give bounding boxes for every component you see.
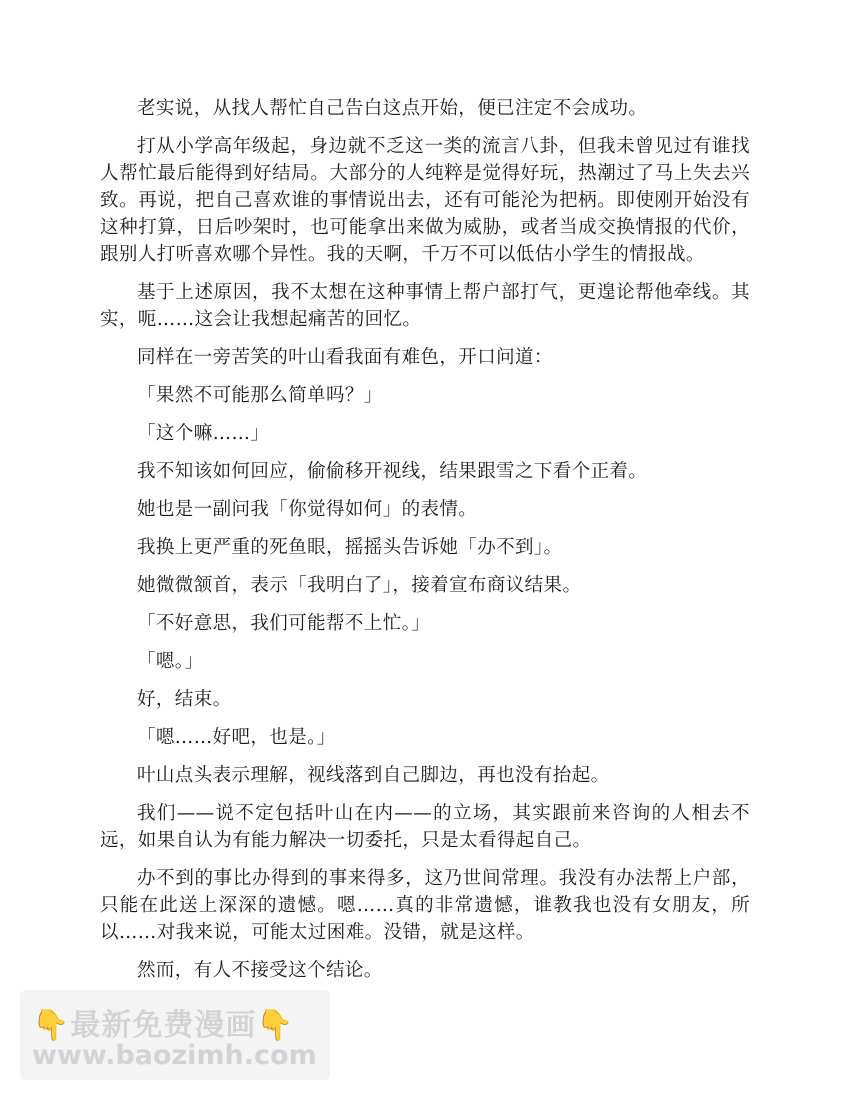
paragraph-15: 叶山点头表示理解，视线落到自己脚边，再也没有抬起。 (137, 765, 610, 786)
paragraph-12: 「嗯。」 (137, 651, 204, 672)
paragraph-9: 我换上更严重的死鱼眼，摇摇头告诉她「办不到」。 (137, 537, 563, 558)
paragraph-3: 基于上述原因，我不太想在这种事情上帮户部打气，更遑论帮他牵线。其实，呃……这会让我想起痛苦的回忆。 (100, 282, 750, 330)
pointing-down-icon: 👇 (256, 1008, 295, 1043)
pointing-down-icon: 👇 (32, 1008, 71, 1043)
paragraph-18: 然而，有人不接受这个结论。 (137, 960, 383, 981)
watermark-title (32, 1000, 295, 1044)
paragraph-8: 她也是一副问我「你觉得如何」的表情。 (137, 499, 478, 520)
paragraph-5: 「果然不可能那么简单吗？」 (137, 385, 383, 406)
paragraph-6: 「这个嘛……」 (137, 423, 270, 444)
text-page (100, 95, 750, 995)
paragraph-10: 她微微颔首，表示「我明白了」，接着宣布商议结果。 (137, 575, 582, 596)
watermark-url: www.baozimh.com (32, 1040, 317, 1071)
paragraph-2: 打从小学高年级起，身边就不乏这一类的流言八卦，但我未曾见过有谁找人帮忙最后能得到好结局。大部分的人纯粹是觉得好玩，热潮过了马上失去兴致。再说，把自己喜欢谁的事情说出去，还有可能沦为把柄。即使刚开始没有这种打算，日后吵架时，也可能拿出来做为威胁，或者当成交换情报的代价，跟别人打听喜欢哪个异性。我的天啊，千万不可以低估小学生的情报战。 (100, 136, 750, 265)
paragraph-14: 「嗯……好吧，也是。」 (137, 727, 336, 748)
paragraph-13: 好，结束。 (137, 689, 232, 710)
paragraph-4: 同样在一旁苦笑的叶山看我面有难色，开口问道： (137, 347, 553, 368)
paragraph-16: 我们——说不定包括叶山在内——的立场，其实跟前来咨询的人相去不远，如果自认为有能力解决一切委托，只是太看得起自己。 (100, 803, 750, 851)
paragraph-17: 办不到的事比办得到的事来得多，这乃世间常理。我没有办法帮上户部，只能在此送上深深的遗憾。嗯……真的非常遗憾，谁教我也没有女朋友，所以……对我来说，可能太过困难。没错，就是这样。 (100, 868, 750, 943)
paragraph-7: 我不知该如何回应，偷偷移开视线，结果跟雪之下看个正着。 (137, 461, 648, 482)
paragraph-1: 老实说，从找人帮忙自己告白这点开始，便已注定不会成功。 (137, 98, 648, 119)
watermark-title-text: 最新免费漫画 (70, 1008, 257, 1043)
watermark-banner[interactable] (20, 990, 330, 1080)
paragraph-11: 「不好意思，我们可能帮不上忙。」 (137, 613, 431, 634)
